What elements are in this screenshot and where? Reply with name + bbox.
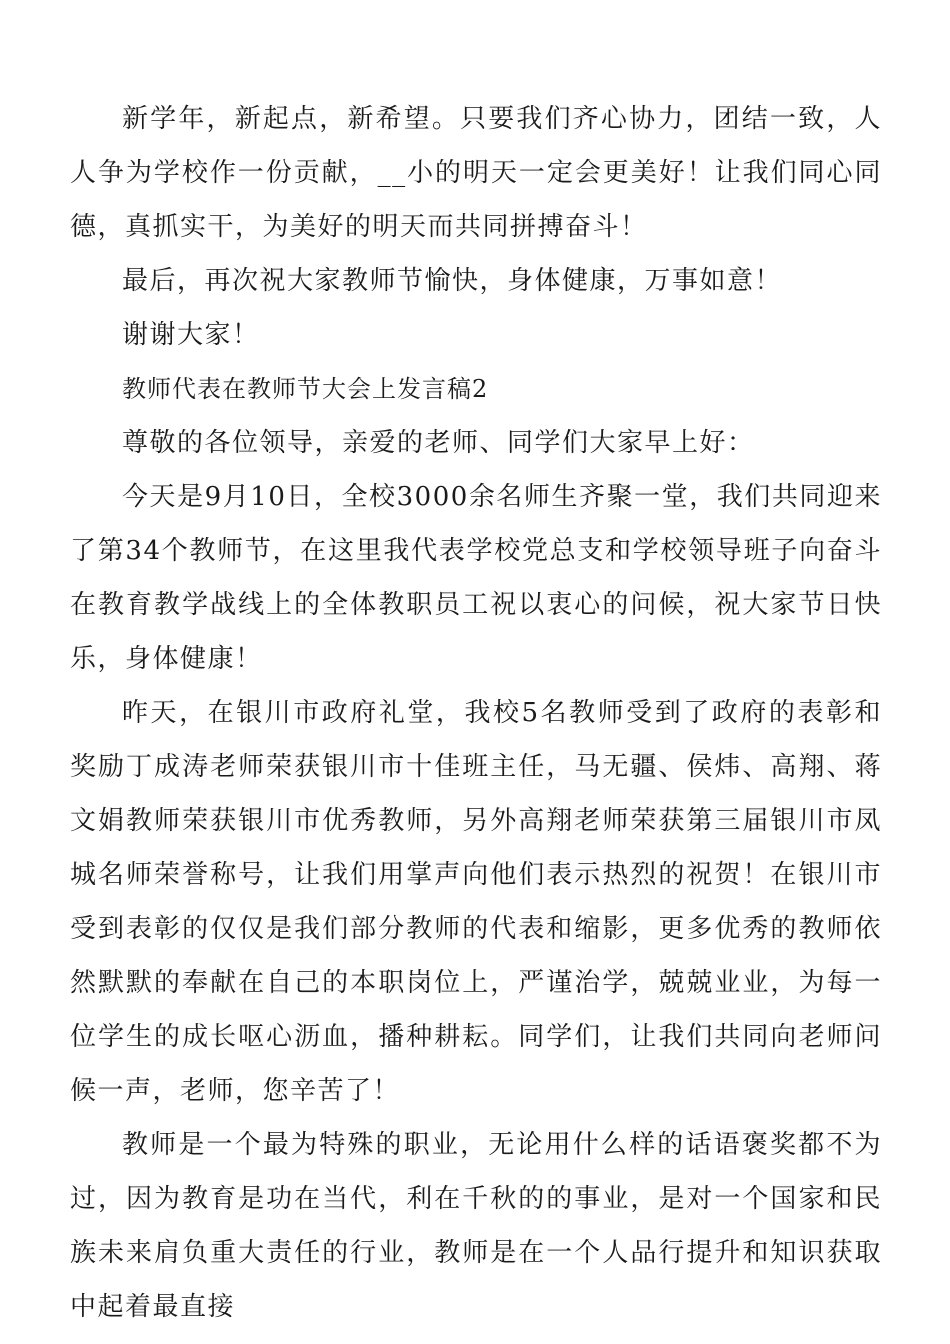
section-title: 教师代表在教师节大会上发言稿2 [122, 375, 489, 403]
paragraph-teachers-day: 今天是9月10日，全校3000余名师生齐聚一堂，我们共同迎来了第34个教师节，在这里我代表学校党总支和学校领导班子向奋斗在教育教学战线上的全体教职员工祝以衷心的问候，祝大家节日快乐，身体健康！ [70, 482, 882, 674]
paragraph-closing-hope: 新学年，新起点，新希望。只要我们齐心协力，团结一致，人人争为学校作一份贡献，__小的明天一定会更美好！让我们同心同德，真抓实干，为美好的明天而共同拼搏奋斗！ [70, 104, 882, 242]
paragraph-greeting: 尊敬的各位领导，亲爱的老师、同学们大家早上好： [122, 428, 755, 458]
document-body [70, 92, 882, 1334]
paragraph-thanks: 谢谢大家！ [122, 320, 260, 350]
paragraph-profession: 教师是一个最为特殊的职业，无论用什么样的话语褒奖都不为过，因为教育是功在当代，利在千秋的的事业，是对一个国家和民族未来肩负重大责任的行业，教师是在一个人品行提升和知识获取中起着最直接 [70, 1130, 882, 1322]
paragraph-final-wishes: 最后，再次祝大家教师节愉快，身体健康，万事如意！ [122, 266, 783, 296]
paragraph-awards: 昨天，在银川市政府礼堂，我校5名教师受到了政府的表彰和奖励丁成涛老师荣获银川市十佳班主任，马无疆、侯炜、高翔、蒋文娟教师荣获银川市优秀教师，另外高翔老师荣获第三届银川市凤城名师荣誉称号，让我们用掌声向他们表示热烈的祝贺！在银川市受到表彰的仅仅是我们部分教师的代表和缩影，更多优秀的教师依然默默的奉献在自己的本职岗位上，严谨治学，兢兢业业，为每一位学生的成长呕心沥血，播种耕耘。同学们，让我们共同向老师问候一声，老师，您辛苦了！ [70, 698, 882, 1106]
